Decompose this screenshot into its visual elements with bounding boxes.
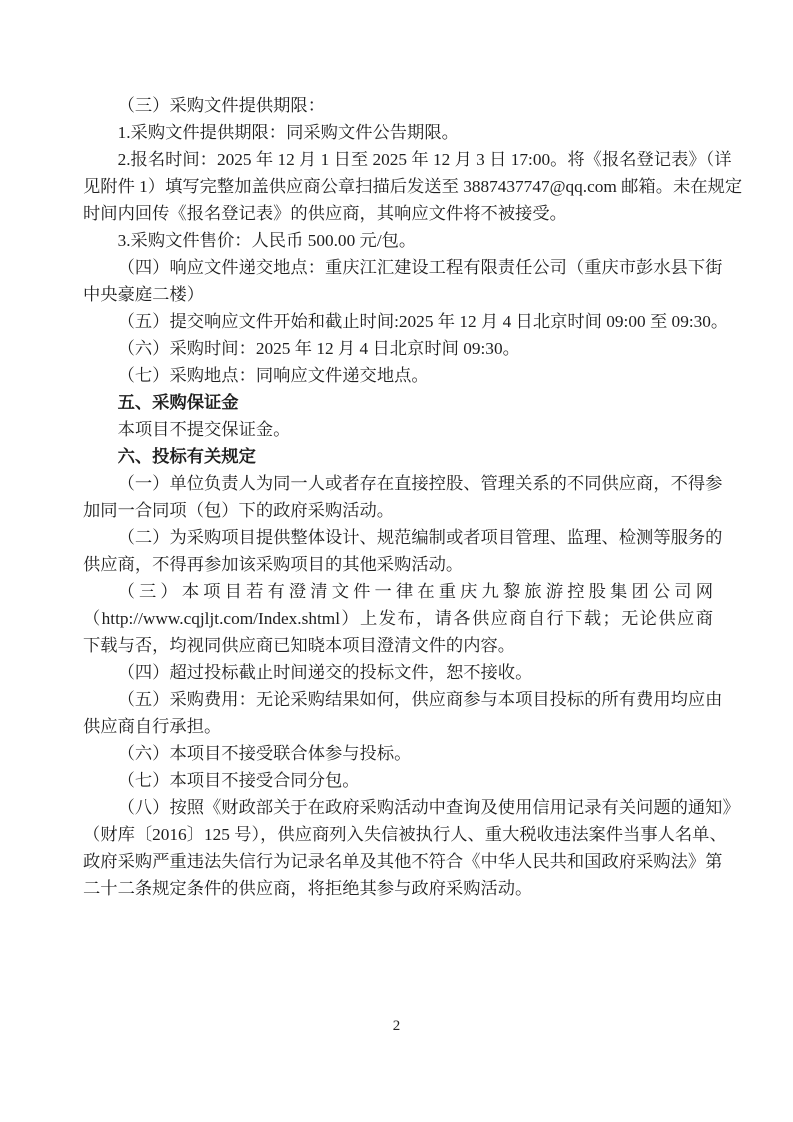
paragraph: [83, 308, 729, 335]
paragraph-line: （五）采购费用：无论采购结果如何，供应商参与本项目投标的所有费用均应由: [117, 690, 723, 709]
paragraph-line: （http://www.cqjljt.com/Index.shtml）上发布，请各供应商自行下载；无论供应商: [83, 609, 713, 628]
paragraph-line: （二）为采购项目提供整体设计、规范编制或者项目管理、监理、检测等服务的: [117, 528, 723, 547]
paragraph: [83, 416, 713, 443]
paragraph-line: 1.采购文件提供期限：同采购文件公告期限。: [117, 123, 459, 142]
paragraph-line: （财库〔2016〕125 号），供应商列入失信被执行人、重大税收违法案件当事人名单、: [83, 825, 727, 844]
document-body: [83, 92, 743, 902]
paragraph: [83, 740, 713, 767]
page-footer: [0, 1014, 793, 1038]
paragraph-line: （一）单位负责人为同一人或者存在直接控股、管理关系的不同供应商，不得参: [117, 474, 723, 493]
paragraph: [83, 92, 713, 119]
paragraph-line: 供应商自行承担。: [83, 717, 222, 736]
paragraph-line: 3.采购文件售价：人民币 500.00 元/包。: [117, 231, 417, 250]
paragraph: [83, 119, 713, 146]
paragraph-line: （五）提交响应文件开始和截止时间:2025 年 12 月 4 日北京时间 09:00 至 09:30。: [117, 312, 729, 331]
paragraph-line: （四）超过投标截止时间递交的投标文件，恕不接收。: [117, 663, 533, 682]
paragraph-line: （三）采购文件提供期限：: [117, 96, 325, 115]
paragraph-line: （八）按照《财政部关于在政府采购活动中查询及使用信用记录有关问题的通知》: [117, 798, 740, 817]
paragraph-line: （四）响应文件递交地点：重庆江汇建设工程有限责任公司（重庆市彭水县下街: [117, 258, 723, 277]
paragraph-line: 见附件 1）填写完整加盖供应商公章扫描后发送至 3887437747@qq.com 邮箱。未在规定: [83, 177, 743, 196]
paragraph: [83, 254, 723, 308]
paragraph: [83, 659, 713, 686]
paragraph: [83, 524, 723, 578]
paragraph: [83, 335, 713, 362]
paragraph: [83, 767, 713, 794]
paragraph-line: （七）本项目不接受合同分包。: [117, 771, 360, 790]
paragraph-line: （六）采购时间：2025 年 12 月 4 日北京时间 09:30。: [117, 339, 520, 358]
paragraph-line: 下载与否，均视同供应商已知晓本项目澄清文件的内容。: [83, 636, 516, 655]
paragraph-line: 供应商，不得再参加该采购项目的其他采购活动。: [83, 555, 464, 574]
paragraph-line: 本项目不提交保证金。: [117, 420, 291, 439]
paragraph: [83, 578, 713, 659]
paragraph-line: 2.报名时间：2025 年 12 月 1 日至 2025 年 12 月 3 日 17:00。将《报名登记表》（详: [117, 150, 732, 169]
section-heading: [83, 443, 713, 470]
paragraph: [83, 362, 713, 389]
paragraph: [83, 470, 723, 524]
paragraph-line: 六、投标有关规定: [117, 447, 256, 466]
paragraph-line: （七）采购地点：同响应文件递交地点。: [117, 366, 429, 385]
paragraph-line: 中央豪庭二楼）: [83, 285, 204, 304]
page-number: 2: [392, 1018, 401, 1034]
paragraph-line: 加同一合同项（包）下的政府采购活动。: [83, 501, 395, 520]
paragraph-line: 政府采购严重违法失信行为记录名单及其他不符合《中华人民共和国政府采购法》第: [83, 852, 723, 871]
paragraph-line: 二十二条规定条件的供应商，将拒绝其参与政府采购活动。: [83, 879, 533, 898]
paragraph: [83, 794, 740, 902]
paragraph: [83, 227, 713, 254]
paragraph: [83, 686, 723, 740]
paragraph-line: 五、采购保证金: [117, 393, 239, 412]
paragraph-line: （三）本项目若有澄清文件一律在重庆九黎旅游控股集团公司网: [117, 582, 713, 601]
section-heading: [83, 389, 713, 416]
paragraph-line: 时间内回传《报名登记表》的供应商，其响应文件将不被接受。: [83, 204, 567, 223]
paragraph-line: （六）本项目不接受联合体参与投标。: [117, 744, 412, 763]
paragraph: [83, 146, 743, 227]
